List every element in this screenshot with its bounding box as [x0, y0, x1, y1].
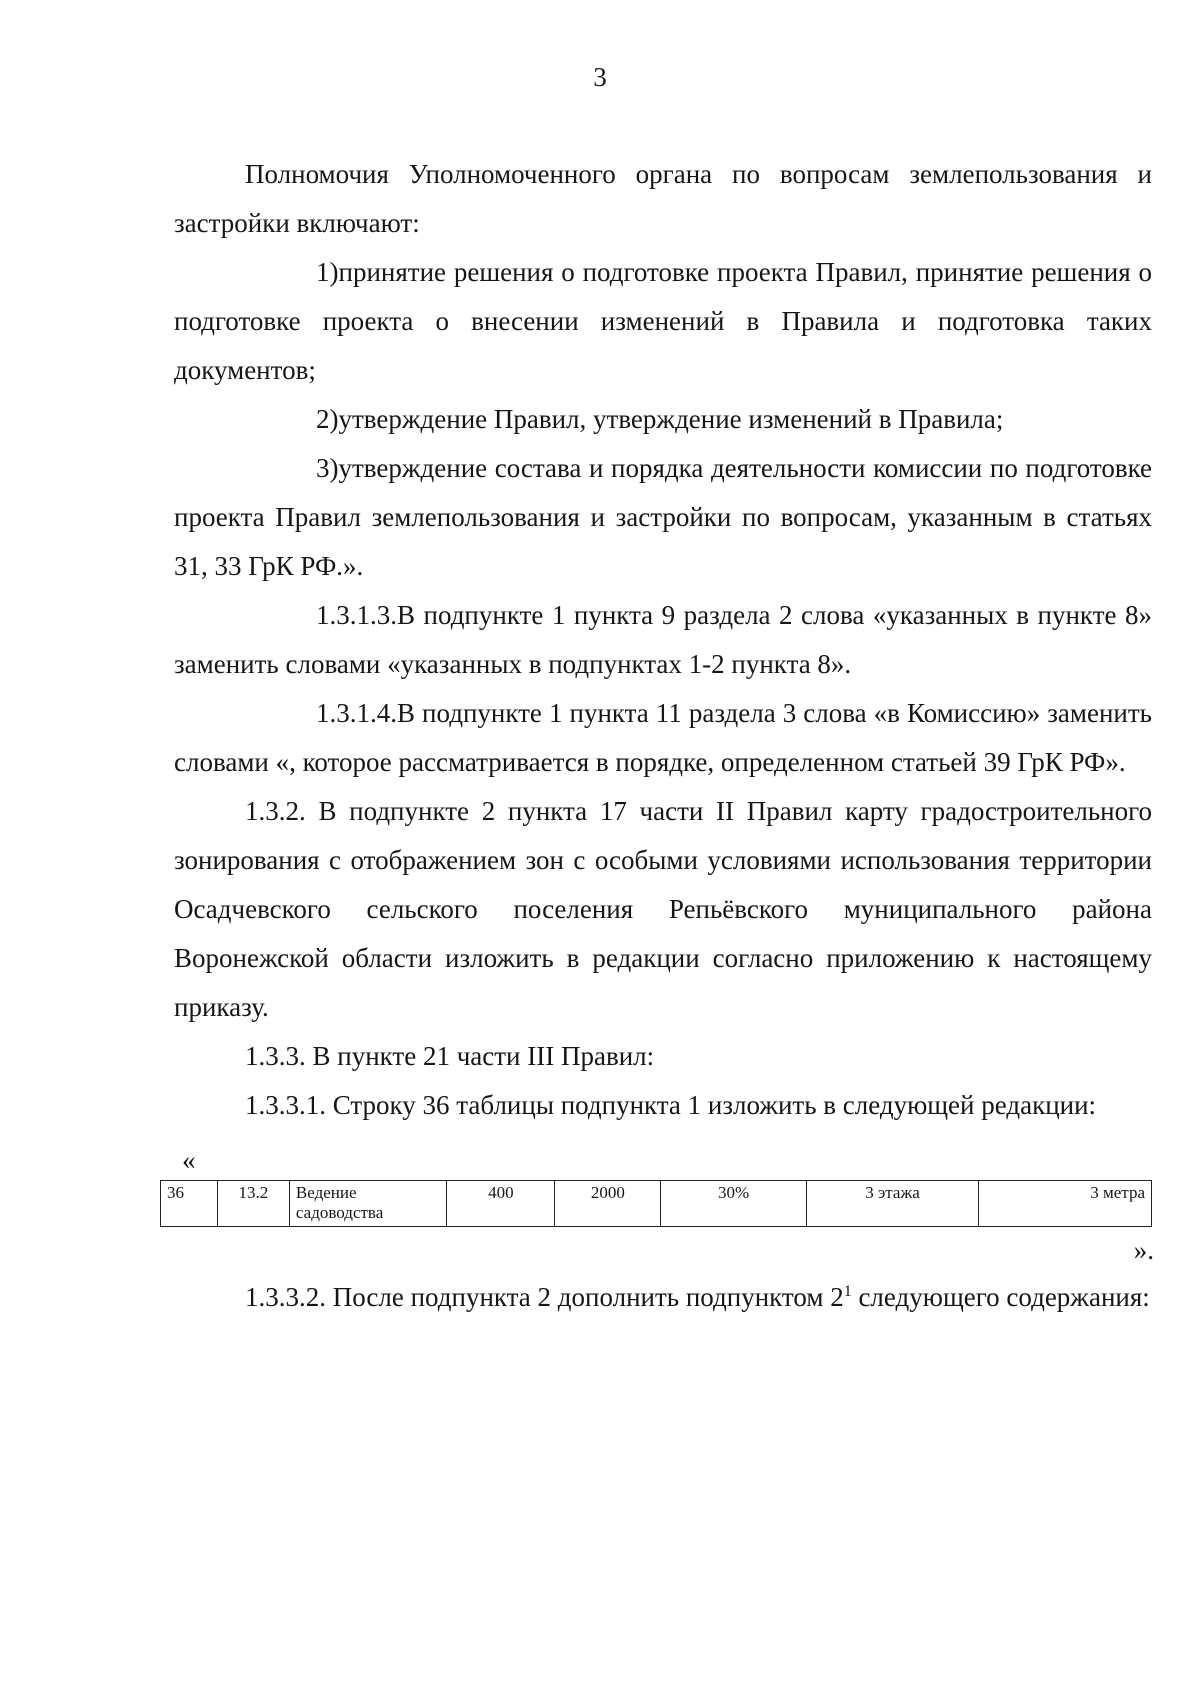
list-item-text: принятие решения о подготовке проекта Правил, принятие решения о подготовке проекта о внесении изменений в Правила и подготовка таких документов;	[174, 257, 1152, 385]
list-item-text: утверждение Правил, утверждение изменений в Правила;	[338, 404, 1004, 434]
list-item-number: 1)	[316, 257, 339, 287]
table-cell-use-type: Ведение садоводства	[289, 1181, 446, 1227]
subitem-number: 1.3.1.3.	[316, 600, 397, 630]
table-cell-code: 13.2	[217, 1181, 289, 1227]
subitem-text: В подпункте 1 пункта 9 раздела 2 слова «указанных в пункте 8» заменить словами «указанных в подпунктах 1-2 пункта 8».	[174, 600, 1152, 679]
quote-open-mark: «	[182, 1145, 196, 1175]
table-row	[161, 1181, 1152, 1227]
list-item-number: 2)	[316, 404, 339, 434]
quote-close-mark: ».	[1133, 1235, 1154, 1265]
table-cell-setback: 3 метра	[979, 1181, 1152, 1227]
list-item-text: утверждение состава и порядка деятельности комиссии по подготовке проекта Правил землепользования и застройки по вопросам, указанным в статьях 31, 33 ГрК РФ.».	[174, 453, 1152, 581]
superscript: 1	[843, 1283, 852, 1300]
list-item	[174, 444, 1152, 591]
paragraph-1-3-3: 1.3.3. В пункте 21 части III Правил:	[245, 1041, 655, 1071]
paragraph-text: 1.3.3.2. После подпункта 2 дополнить подпунктом 2	[245, 1282, 844, 1312]
paragraph-1-3-3-1: 1.3.3.1. Строку 36 таблицы подпункта 1 изложить в следующей редакции:	[245, 1090, 1097, 1120]
paragraph-text-tail: следующего содержания:	[851, 1282, 1150, 1312]
table-cell-coverage: 30%	[661, 1181, 806, 1227]
table-cell-floors: 3 этажа	[806, 1181, 979, 1227]
subitem-paragraph	[174, 689, 1152, 787]
table-cell-min-area: 400	[447, 1181, 555, 1227]
subitem-paragraph	[174, 591, 1152, 689]
paragraph-1-3-2: 1.3.2. В подпункте 2 пункта 17 части II Правил карту градостроительного зонирования с отображением зон с особыми условиями использования территории Осадчевского сельского поселения Репьёвского муниципального района Воронежской области изложить в редакции согласно приложению к настоящему приказу.	[174, 796, 1152, 1022]
page-number: 3	[593, 62, 607, 92]
intro-paragraph: Полномочия Уполномоченного органа по вопросам землепользования и застройки включают:	[174, 159, 1152, 238]
paragraph-1-3-3-2	[174, 1273, 1152, 1322]
table-cell-max-area: 2000	[555, 1181, 661, 1227]
list-item-number: 3)	[316, 453, 339, 483]
document-body	[167, 150, 1154, 1322]
subitem-number: 1.3.1.4.	[316, 698, 397, 728]
zoning-table-row	[160, 1180, 1152, 1227]
list-item	[174, 395, 1152, 444]
table-cell-row-number: 36	[161, 1181, 218, 1227]
subitem-text: В подпункте 1 пункта 11 раздела 3 слова «в Комиссию» заменить словами «, которое рассматривается в порядке, определенном статьей 39 ГрК РФ».	[174, 698, 1152, 777]
list-item	[174, 248, 1152, 395]
